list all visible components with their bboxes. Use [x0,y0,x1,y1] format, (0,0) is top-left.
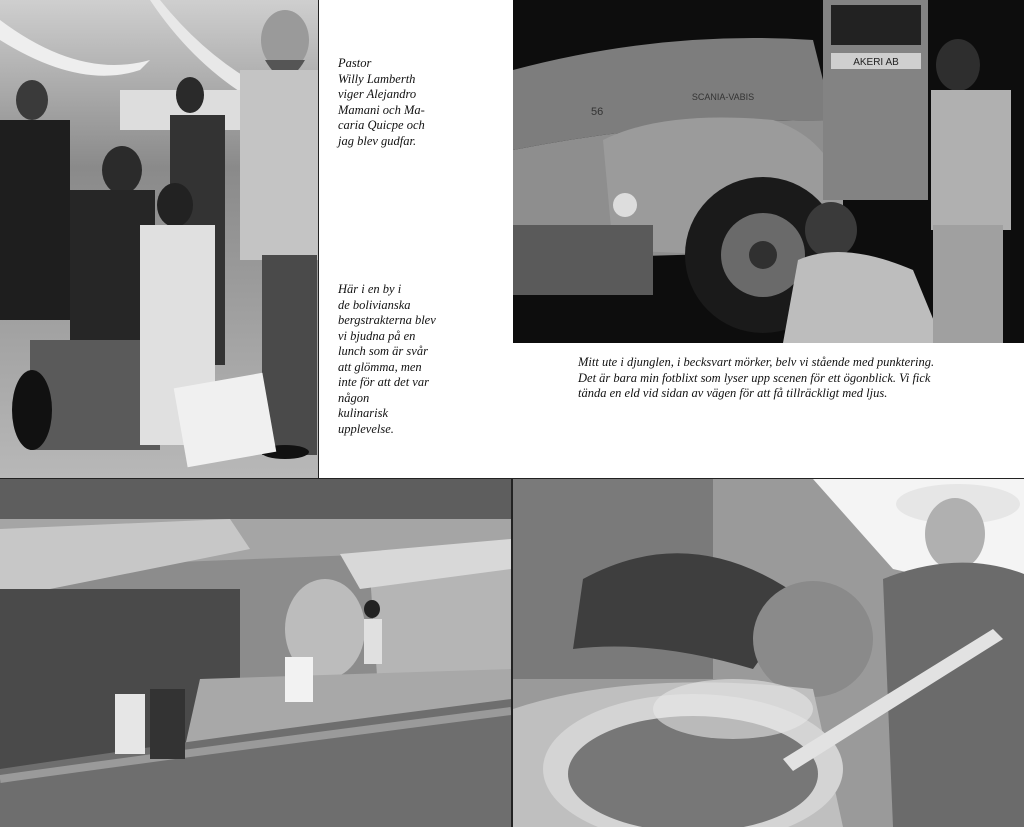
wedding-photo-art [0,0,318,478]
village-photo [0,479,511,827]
column-divider [318,0,319,478]
cooking-photo-art [513,479,1024,827]
wedding-caption: Pastor Willy Lamberth viger Alejandro Mamani och Ma- caria Quicpe och jag blev gudfar. [338,56,425,148]
truck-photo [513,0,1024,343]
village-photo-art [0,479,511,827]
cooking-photo [513,479,1024,827]
model-number: 56 [591,106,604,118]
wedding-photo [0,0,318,478]
lunch-caption: Här i en by i de bolivianska bergstrakterna blev vi bjudna på en lunch som är svår att glömma, men inte för att det var någon kulinarisk upplevelse. [338,282,436,436]
truck-caption: Mitt ute i djunglen, i becksvart mörker, belv vi stående med punktering. Det är bara min fotblixt som lyser upp scenen för ett ögonblick. Vi fick tända en eld vid sidan av vägen för att få tillräckligt med ljus. [578,355,935,400]
door-sign: AKERI AB [853,57,899,68]
truck-photo-art [513,0,1024,343]
hood-badge: SCANIA-VABIS [691,92,755,102]
